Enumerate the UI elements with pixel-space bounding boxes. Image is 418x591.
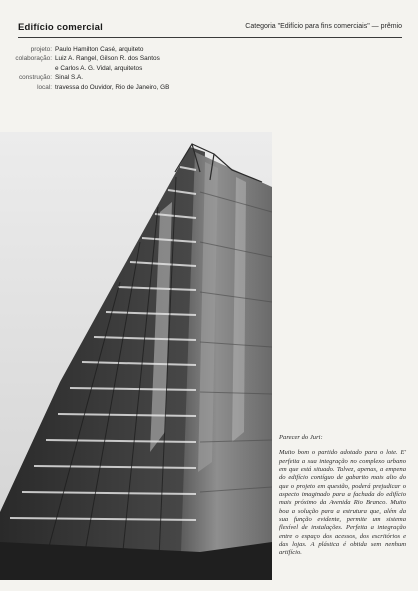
credit-value: Paulo Hamilton Casé, arquiteto [55,46,144,53]
credits-block [0,45,169,92]
jury-opinion [279,434,406,558]
building-photo [0,132,272,580]
credit-row-collaboration [0,54,169,63]
credit-row-collaboration-cont [0,64,169,73]
credit-row-project [0,45,169,54]
credit-value: travessa do Ouvidor, Rio de Janeiro, GB [55,83,170,91]
credit-value: e Carlos A. G. Vidal, arquitetos [55,64,143,72]
credit-label: colaboração: [15,55,52,63]
building-photo-illustration [0,132,272,580]
award-category: Categoria "Edifício para fins comerciais" — prêmio [245,23,402,30]
jury-body: Muito bom o partido adotado para o lote. E' perfeita a sua integração no complexo urbano em que está situado. Talvez, apenas, a empena do edifício contíguo de gabarito mais alto do que o projeto em questão, poderá prejudicar o aspecto imaginado para a fachada do edifício mais próximo da Avenida Rio Branco. Muito boa a solução para a estrutura que, além da sua função evidente, permite um sistema flexível de instalações. Perfeita a integração entre o espaço dos acessos, dos escritórios e das lojas. A plástica é obtida sem nenhum artifício. [279,449,406,557]
page-title: Edifício comercial [18,22,103,33]
credit-row-location [0,83,169,92]
jury-heading: Parecer do Juri: [279,434,323,441]
credit-label: projeto: [30,46,52,53]
credit-row-construction [0,73,169,82]
header-rule [18,37,402,38]
credit-value: Luiz A. Rangel, Gilson R. dos Santos [55,55,160,63]
credit-value: Sinal S.A. [55,74,84,82]
credit-label: local: [37,83,52,91]
credit-label: construção: [18,74,52,82]
